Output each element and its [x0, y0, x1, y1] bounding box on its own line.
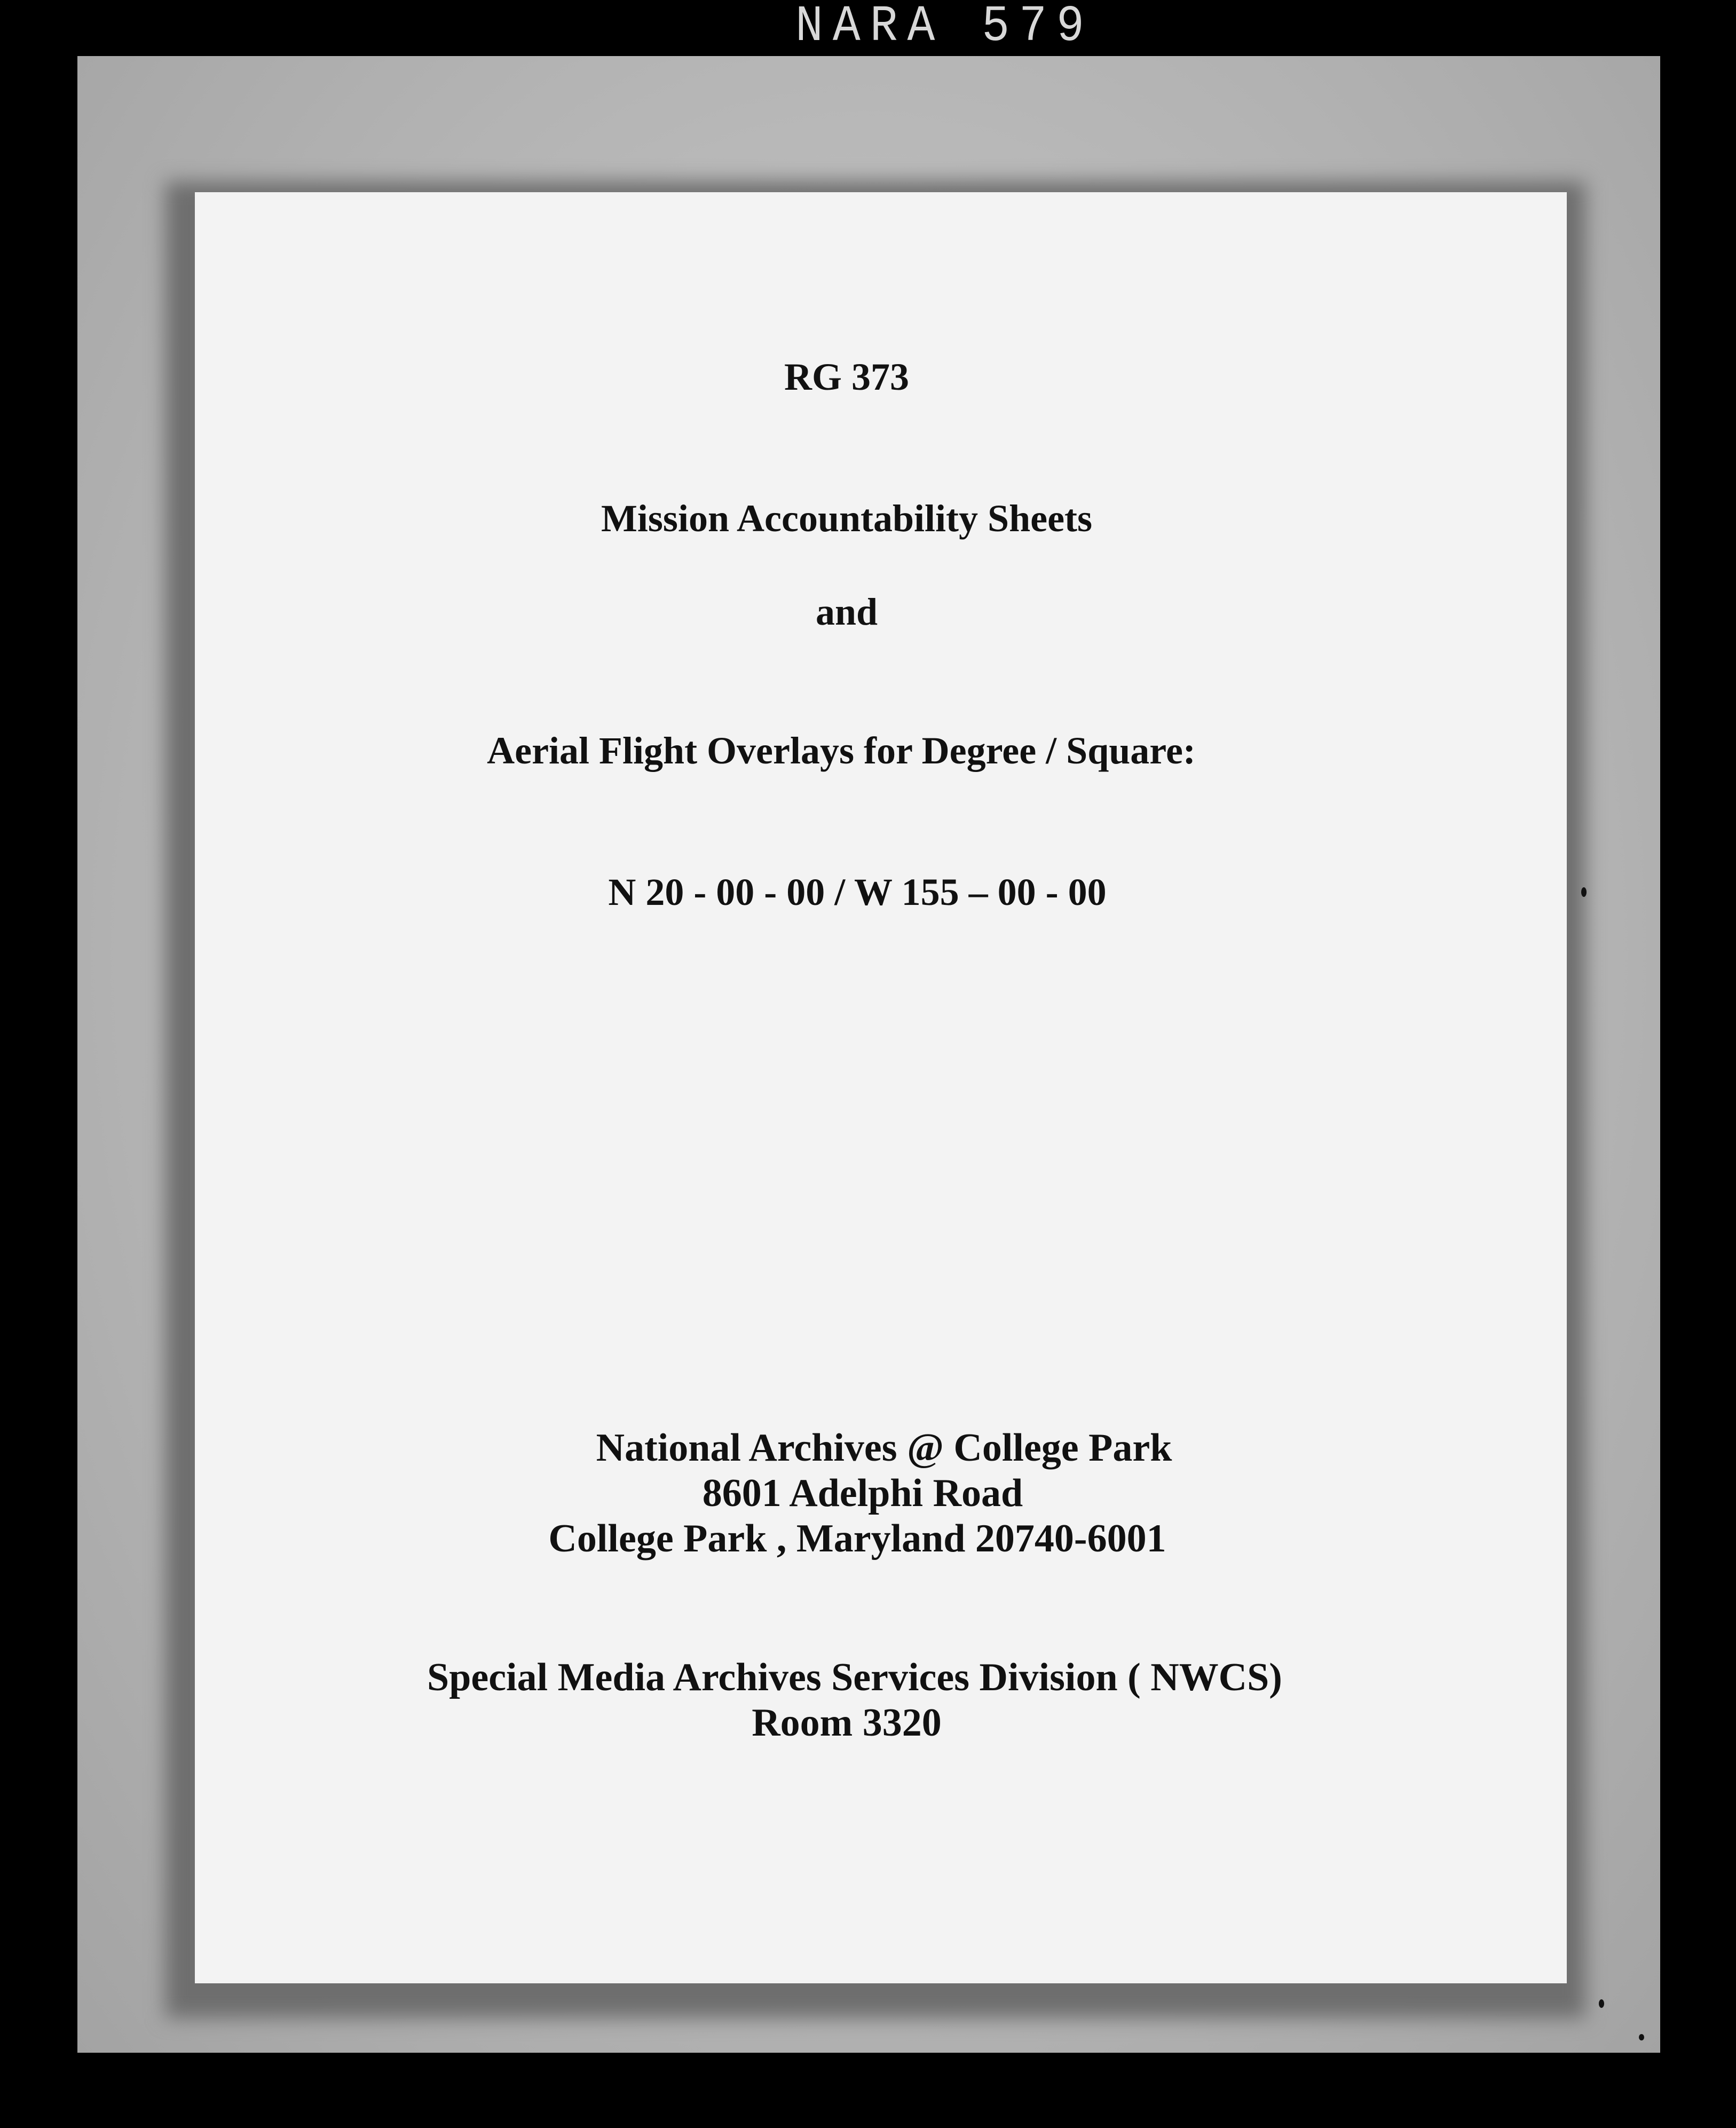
address-line-2: 8601 Adelphi Road [702, 1471, 1023, 1515]
title-line-1: Mission Accountability Sheets [601, 497, 1093, 540]
title-line-3: Aerial Flight Overlays for Degree / Square: [487, 729, 1196, 772]
record-group: RG 373 [784, 356, 909, 398]
scan-speck [1599, 1999, 1604, 2008]
scan-speck [1581, 887, 1587, 897]
title-line-2: and [815, 590, 878, 633]
division: Special Media Archives Services Division ( NWCS) [427, 1656, 1282, 1699]
address-line-3: College Park , Maryland 20740-6001 [548, 1517, 1166, 1560]
coordinates: N 20 - 00 - 00 / W 155 – 00 - 00 [608, 871, 1107, 913]
film-edge-label: NARA 579 [795, 0, 1094, 56]
address-line-1: National Archives @ College Park [596, 1426, 1172, 1470]
scan-speck [1639, 2034, 1644, 2040]
room: Room 3320 [752, 1701, 942, 1745]
